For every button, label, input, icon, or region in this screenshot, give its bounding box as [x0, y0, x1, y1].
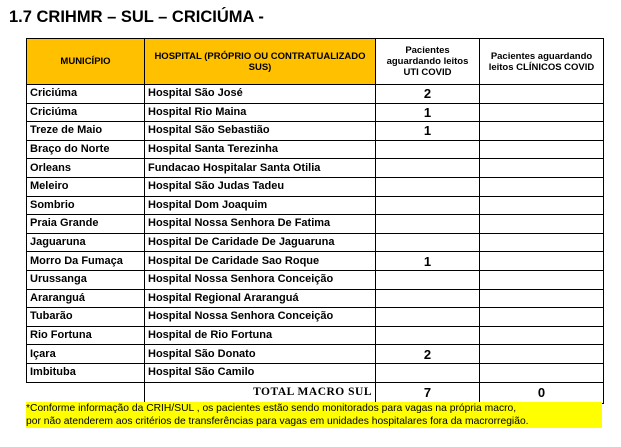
cell-clinicos — [480, 103, 604, 122]
table-row — [27, 196, 604, 215]
header-clinicos: Pacientes aguardando leitos CLÍNICOS COVID — [480, 39, 604, 85]
cell-clinicos — [480, 326, 604, 345]
table-row — [27, 270, 604, 289]
header-uti: Pacientes aguardando leitos UTI COVID — [376, 39, 480, 85]
header-hospital-label: HOSPITAL (PRÓPRIO OU CONTRATUALIZADO SUS) — [154, 50, 366, 73]
cell-clinicos — [480, 177, 604, 196]
cell-hospital: Hospital São Donato — [145, 345, 376, 364]
cell-municipio: Imbituba — [27, 363, 145, 382]
cell-uti — [376, 196, 480, 215]
cell-clinicos — [480, 345, 604, 364]
table-header-row — [27, 39, 604, 85]
cell-uti — [376, 215, 480, 234]
table-row — [27, 345, 604, 364]
table-row — [27, 308, 604, 327]
cell-clinicos — [480, 233, 604, 252]
table-row — [27, 159, 604, 178]
cell-clinicos — [480, 215, 604, 234]
total-blank-cell — [27, 382, 145, 403]
cell-municipio: Sombrio — [27, 196, 145, 215]
cell-uti: 1 — [376, 122, 480, 141]
cell-uti — [376, 159, 480, 178]
footnote-line-2: por não atenderem aos critérios de transferências para vagas em unidades hospitalares fora da macrorregião. — [26, 416, 529, 428]
total-uti: 7 — [376, 382, 480, 403]
table-row — [27, 215, 604, 234]
total-label: TOTAL MACRO SUL — [145, 382, 376, 403]
cell-uti — [376, 308, 480, 327]
footnote-line-1: *Conforme informação da CRIH/SUL , os pacientes estão sendo monitorados para vagas na própria macro, — [26, 403, 517, 414]
cell-municipio: Criciúma — [27, 103, 145, 122]
table-body — [27, 85, 604, 383]
cell-clinicos — [480, 140, 604, 159]
cell-clinicos — [480, 85, 604, 104]
cell-municipio: Orleans — [27, 159, 145, 178]
cell-municipio: Criciúma — [27, 85, 145, 104]
waiting-patients-table — [26, 38, 604, 404]
cell-uti: 2 — [376, 85, 480, 104]
cell-uti — [376, 233, 480, 252]
cell-hospital: Hospital Nossa Senhora De Fatima — [145, 215, 376, 234]
cell-clinicos — [480, 252, 604, 271]
cell-clinicos — [480, 159, 604, 178]
table-row — [27, 103, 604, 122]
cell-uti — [376, 363, 480, 382]
cell-municipio: Morro Da Fumaça — [27, 252, 145, 271]
cell-clinicos — [480, 270, 604, 289]
table-row — [27, 363, 604, 382]
cell-clinicos — [480, 308, 604, 327]
cell-municipio: Urussanga — [27, 270, 145, 289]
page-title: 1.7 CRIHMR – SUL – CRICIÚMA - — [9, 8, 264, 26]
header-hospital — [145, 39, 376, 85]
cell-hospital: Hospital São Sebastião — [145, 122, 376, 141]
table-row — [27, 252, 604, 271]
cell-hospital: Hospital São Judas Tadeu — [145, 177, 376, 196]
cell-uti — [376, 289, 480, 308]
table-row — [27, 233, 604, 252]
cell-hospital: Hospital Rio Maina — [145, 103, 376, 122]
cell-municipio: Araranguá — [27, 289, 145, 308]
cell-uti — [376, 270, 480, 289]
cell-uti — [376, 140, 480, 159]
total-clinicos: 0 — [480, 382, 604, 403]
cell-municipio: Braço do Norte — [27, 140, 145, 159]
cell-municipio: Meleiro — [27, 177, 145, 196]
cell-hospital: Hospital Nossa Senhora Conceição — [145, 270, 376, 289]
header-municipio-label: MUNICÍPIO — [60, 56, 111, 67]
table-row — [27, 122, 604, 141]
table-row — [27, 326, 604, 345]
cell-municipio: Içara — [27, 345, 145, 364]
cell-uti: 1 — [376, 103, 480, 122]
cell-clinicos — [480, 289, 604, 308]
header-municipio — [27, 39, 145, 85]
cell-uti — [376, 177, 480, 196]
cell-municipio: Rio Fortuna — [27, 326, 145, 345]
table-total-row — [27, 382, 604, 403]
cell-hospital: Hospital de Rio Fortuna — [145, 326, 376, 345]
cell-hospital: Hospital Santa Terezinha — [145, 140, 376, 159]
waiting-patients-table-container — [26, 38, 603, 404]
cell-hospital: Hospital São Camilo — [145, 363, 376, 382]
cell-hospital: Hospital Nossa Senhora Conceição — [145, 308, 376, 327]
cell-uti: 1 — [376, 252, 480, 271]
cell-hospital: Hospital Dom Joaquim — [145, 196, 376, 215]
cell-hospital: Fundacao Hospitalar Santa Otilia — [145, 159, 376, 178]
table-row — [27, 289, 604, 308]
cell-hospital: Hospital De Caridade Sao Roque — [145, 252, 376, 271]
table-row — [27, 85, 604, 104]
cell-clinicos — [480, 363, 604, 382]
table-row — [27, 177, 604, 196]
cell-hospital: Hospital São José — [145, 85, 376, 104]
cell-hospital: Hospital De Caridade De Jaguaruna — [145, 233, 376, 252]
cell-municipio: Tubarão — [27, 308, 145, 327]
cell-municipio: Jaguaruna — [27, 233, 145, 252]
cell-hospital: Hospital Regional Araranguá — [145, 289, 376, 308]
cell-municipio: Praia Grande — [27, 215, 145, 234]
cell-uti: 2 — [376, 345, 480, 364]
table-row — [27, 140, 604, 159]
footnote — [26, 402, 602, 428]
cell-municipio: Treze de Maio — [27, 122, 145, 141]
cell-uti — [376, 326, 480, 345]
cell-clinicos — [480, 196, 604, 215]
cell-clinicos — [480, 122, 604, 141]
